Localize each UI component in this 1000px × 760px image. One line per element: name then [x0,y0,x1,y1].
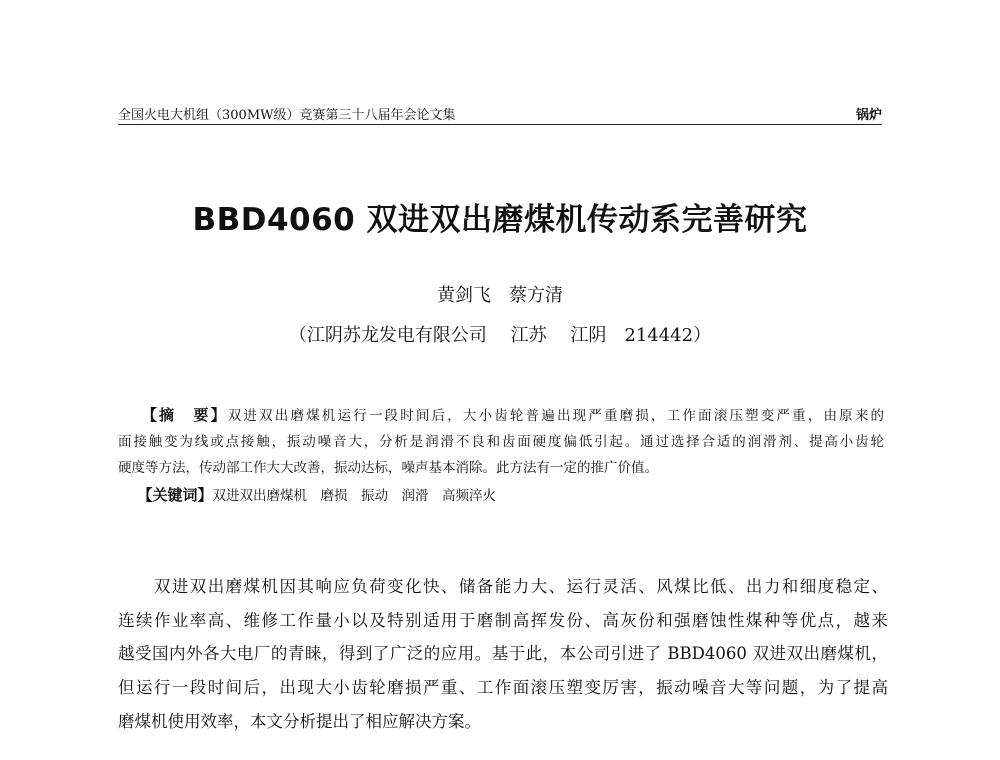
running-header [118,104,882,125]
abstract-line: 面接触变为线或点接触，振动噪音大，分析是润滑不良和齿面硬度偏低引起。通过选择合适的润滑剂、提高小齿轮 [118,434,884,450]
body-paragraph [118,570,888,739]
keywords-text: 双进双出磨煤机 磨损 振动 润滑 高频淬火 [212,488,497,504]
keywords [118,484,496,505]
abstract [118,402,884,481]
body-line: 连续作业率高、维修工作量小以及特别适用于磨制高挥发份、高灰份和强磨蚀性煤种等优点，越来 [118,610,888,630]
affiliation: （江阴苏龙发电有限公司 江苏 江阴 214442） [288,325,712,346]
body-line: 越受国内外各大电厂的青睐，得到了广泛的应用。基于此，本公司引进了 BBD4060 双进双出磨煤机， [118,644,888,664]
abstract-text: 双进双出磨煤机运行一段时间后，大小齿轮普遍出现严重磨损，工作面滚压塑变严重，由原来的 [227,408,884,424]
body-line: 磨煤机使用效率，本文分析提出了相应解决方案。 [118,711,481,731]
section-label: 锅炉 [855,108,882,123]
body-line: 但运行一段时间后，出现大小齿轮磨损严重、工作面滚压塑变厉害，振动噪音大等问题，为了提高 [118,678,888,698]
body-line: 双进双出磨煤机因其响应负荷变化快、储备能力大、运行灵活、风煤比低、出力和细度稳定、 [118,577,888,596]
keywords-label: 【关键词】 [145,486,213,504]
proceedings-title: 全国火电大机组（300MW级）竞赛第三十八届年会论文集 [118,108,456,123]
abstract-line [118,402,884,429]
abstract-line: 硬度等方法，传动部工作大大改善，振动达标，噪声基本消除。此方法有一定的推广价值。 [118,460,658,476]
authors: 黄剑飞 蔡方清 [437,285,563,306]
abstract-label: 【摘 要】 [149,406,228,424]
paper-title: BBD4060 双进双出磨煤机传动系完善研究 [192,202,808,238]
